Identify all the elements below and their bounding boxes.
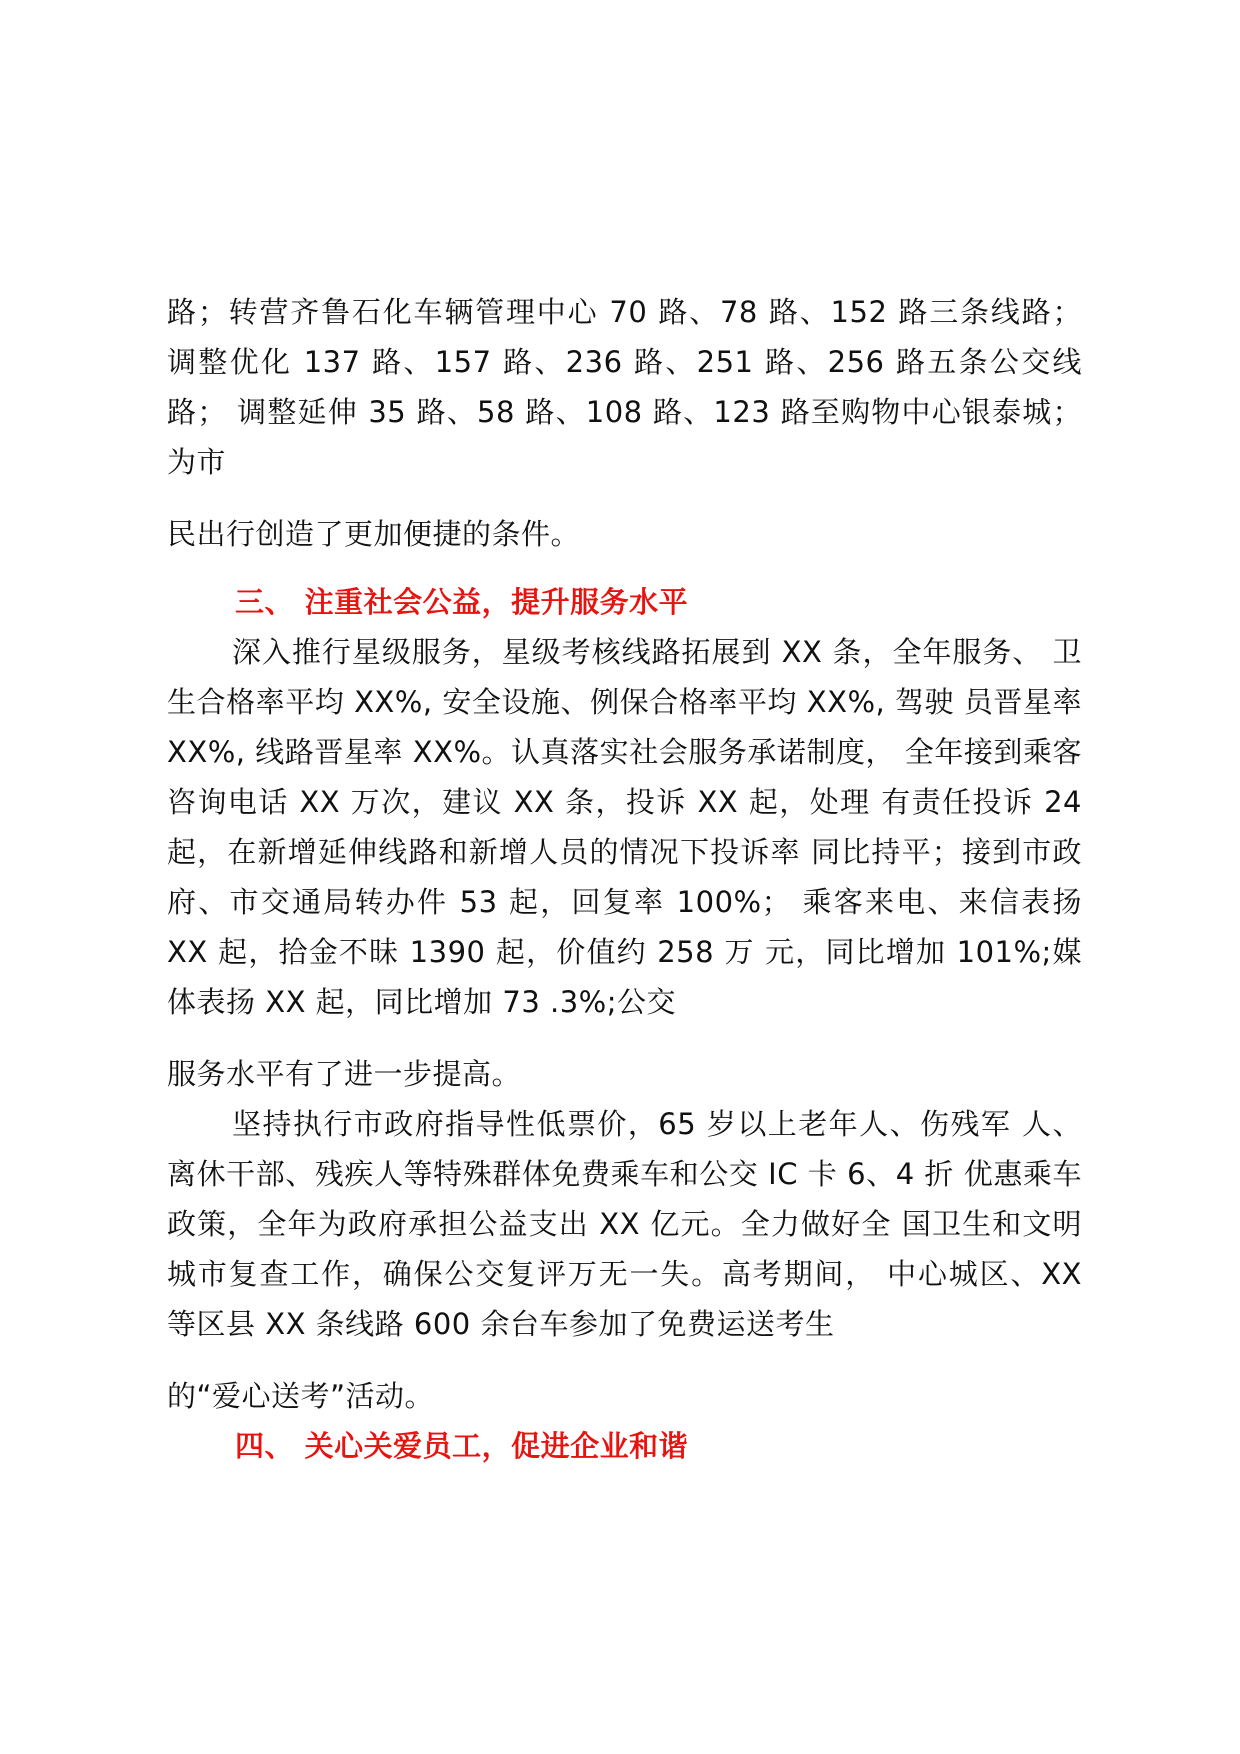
paragraph-route-adjustments: 路；转营齐鲁石化车辆管理中心 70 路、78 路、152 路三条线路； 调整优化 137 路、157 路、236 路、251 路、256 路五条公交线路； 调整延伸 35 路、58 路、108 路、123 路至购物中心银泰城；为市 <box>167 295 1082 479</box>
paragraph-route-adjustments-end: 民出行创造了更加便捷的条件。 <box>167 517 581 551</box>
document-body <box>167 287 1082 1471</box>
paragraph-low-fare-policy: 坚持执行市政府指导性低票价，65 岁以上老年人、伤残军 人、离休干部、残疾人等特殊群体免费乘车和公交 IC 卡 6、4 折 优惠乘车政策，全年为政府承担公益支出 XX 亿元。全力做好全 国卫生和文明城市复查工作，确保公交复评万无一失。高考期间， 中心城区、XX 等区县 XX 条线路 600 余台车参加了免费运送考生 <box>167 1107 1082 1341</box>
paragraph-star-service: 深入推行星级服务，星级考核线路拓展到 XX 条，全年服务、 卫生合格率平均 XX%, 安全设施、例保合格率平均 XX%, 驾驶 员晋星率 XX%, 线路晋星率 XX%。认真落实社会服务承诺制度， 全年接到乘客咨询电话 XX 万次，建议 XX 条，投诉 XX 起，处理 有责任投诉 24 起，在新增延伸线路和新增人员的情况下投诉率 同比持平；接到市政府、市交通局转办件 53 起，回复率 100%； 乘客来电、来信表扬 XX 起，拾金不昧 1390 起，价值约 258 万 元，同比增加 101%;媒体表扬 XX 起，同比增加 73 .3%;公交 <box>167 635 1082 1019</box>
paragraph-star-service-end: 服务水平有了进一步提高。 <box>167 1057 522 1091</box>
paragraph-low-fare-policy-end: 的“爱心送考”活动。 <box>167 1379 435 1413</box>
section-heading-3: 三、 注重社会公益，提升服务水平 <box>235 585 689 619</box>
section-heading-4: 四、 关心关爱员工，促进企业和谐 <box>235 1429 689 1463</box>
